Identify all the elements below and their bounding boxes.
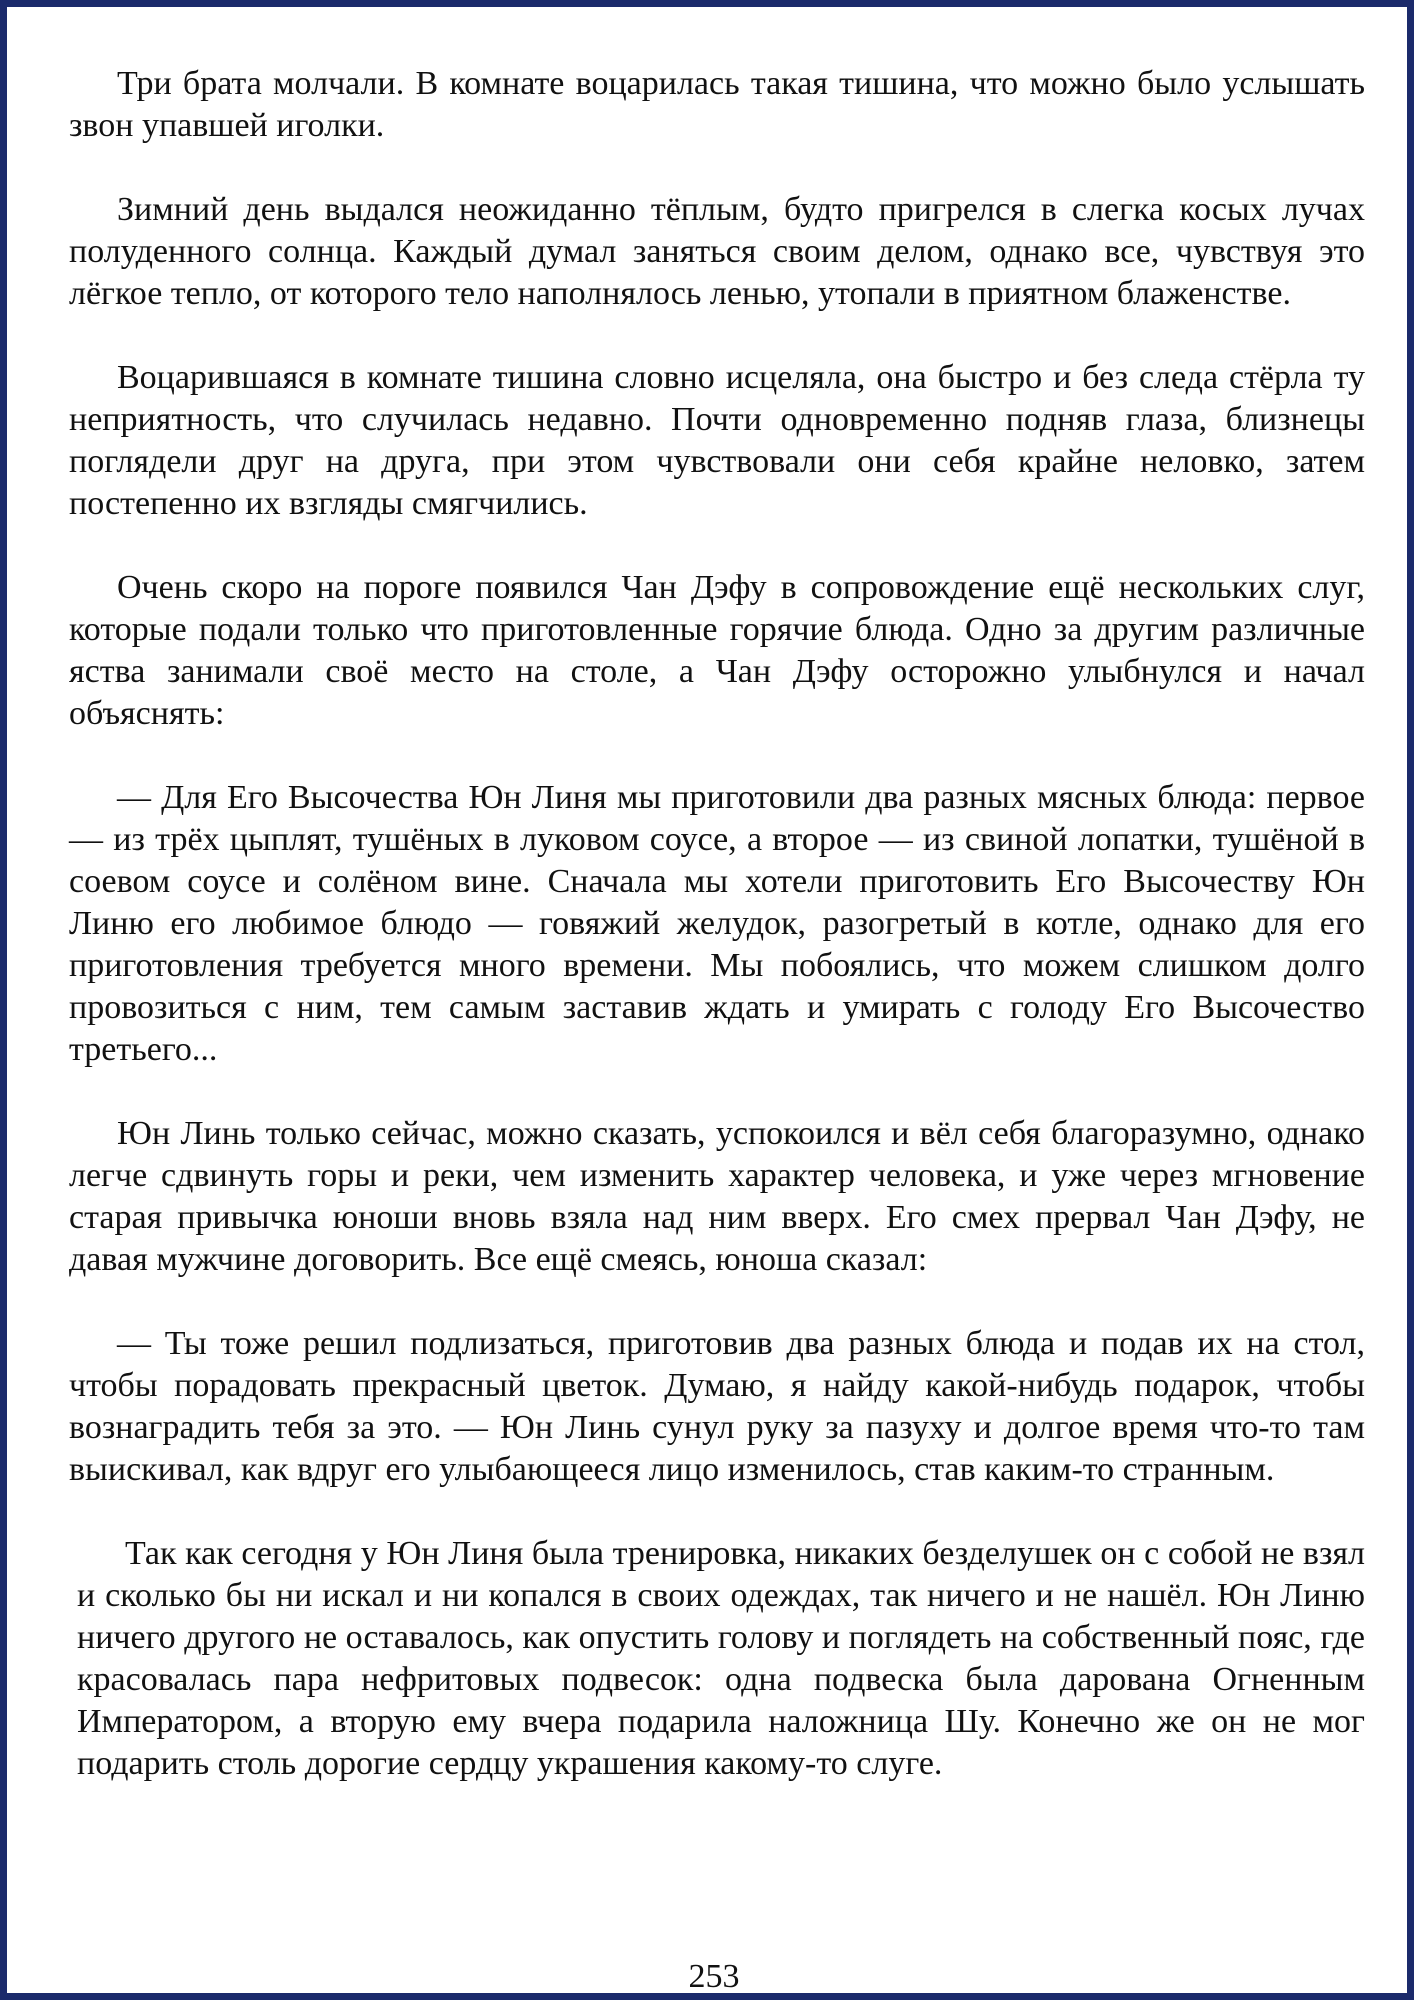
- paragraph-5: — Для Его Высочества Юн Линя мы приготовили два разных мясных блюда: первое — из трёх цыплят, тушёных в луковом соусе, а второе — из свиной лопатки, тушёной в соевом соусе и солёном вине. Сначала мы хотели приготовить Его Высочеству Юн Линю его любимое блюдо — говяжий желудок, разогретый в котле, однако для его приготовления требуется много времени. Мы побоялись, что можем слишком долго провозиться с ним, тем самым заставив ждать и умирать с голоду Его Высочество третьего...: [69, 779, 1365, 1068]
- paragraph-6: Юн Линь только сейчас, можно сказать, успокоился и вёл себя благоразумно, однако легче сдвинуть горы и реки, чем изменить характер человека, и уже через мгновение старая привычка юноши вновь взяла над ним вверх. Его смех прервал Чан Дэфу, не давая мужчине договорить. Все ещё смеясь, юноша сказал:: [69, 1115, 1365, 1278]
- paragraph-4: Очень скоро на пороге появился Чан Дэфу в сопровождение ещё нескольких слуг, которые подали только что приготовленные горячие блюда. Одно за другим различные яства занимали своё место на столе, а Чан Дэфу осторожно улыбнулся и начал объяснять:: [69, 569, 1365, 732]
- document-body: [69, 63, 1365, 1785]
- paragraph-3: Воцарившаяся в комнате тишина словно исцеляла, она быстро и без следа стёрла ту неприятность, что случилась недавно. Почти одновременно подняв глаза, близнецы поглядели друг на друга, при этом чувствовали они себя крайне неловко, затем постепенно их взгляды смягчились.: [69, 359, 1365, 522]
- paragraph-1: Три брата молчали. В комнате воцарилась такая тишина, что можно было услышать звон упавшей иголки.: [69, 65, 1365, 144]
- paragraph-2: Зимний день выдался неожиданно тёплым, будто пригрелся в слегка косых лучах полуденного солнца. Каждый думал заняться своим делом, однако все, чувствуя это лёгкое тепло, от которого тело наполнялось ленью, утопали в приятном блаженстве.: [69, 191, 1365, 312]
- page-number: 253: [688, 1958, 740, 1995]
- paragraph-7: — Ты тоже решил подлизаться, приготовив два разных блюда и подав их на стол, чтобы порадовать прекрасный цветок. Думаю, я найду какой-нибудь подарок, чтобы вознаградить тебя за это. — Юн Линь сунул руку за пазуху и долгое время что-то там выискивал, как вдруг его улыбающееся лицо изменилось, став каким-то странным.: [69, 1325, 1365, 1488]
- paragraph-8: Так как сегодня у Юн Линя была тренировка, никаких безделушек он с собой не взял и сколько бы ни искал и ни копался в своих одеждах, так ничего и не нашёл. Юн Линю ничего другого не оставалось, как опустить голову и поглядеть на собственный пояс, где красовалась пара нефритовых подвесок: одна подвеска была дарована Огненным Императором, а вторую ему вчера подарила наложница Шу. Конечно же он не мог подарить столь дорогие сердцу украшения какому-то слуге.: [77, 1535, 1365, 1782]
